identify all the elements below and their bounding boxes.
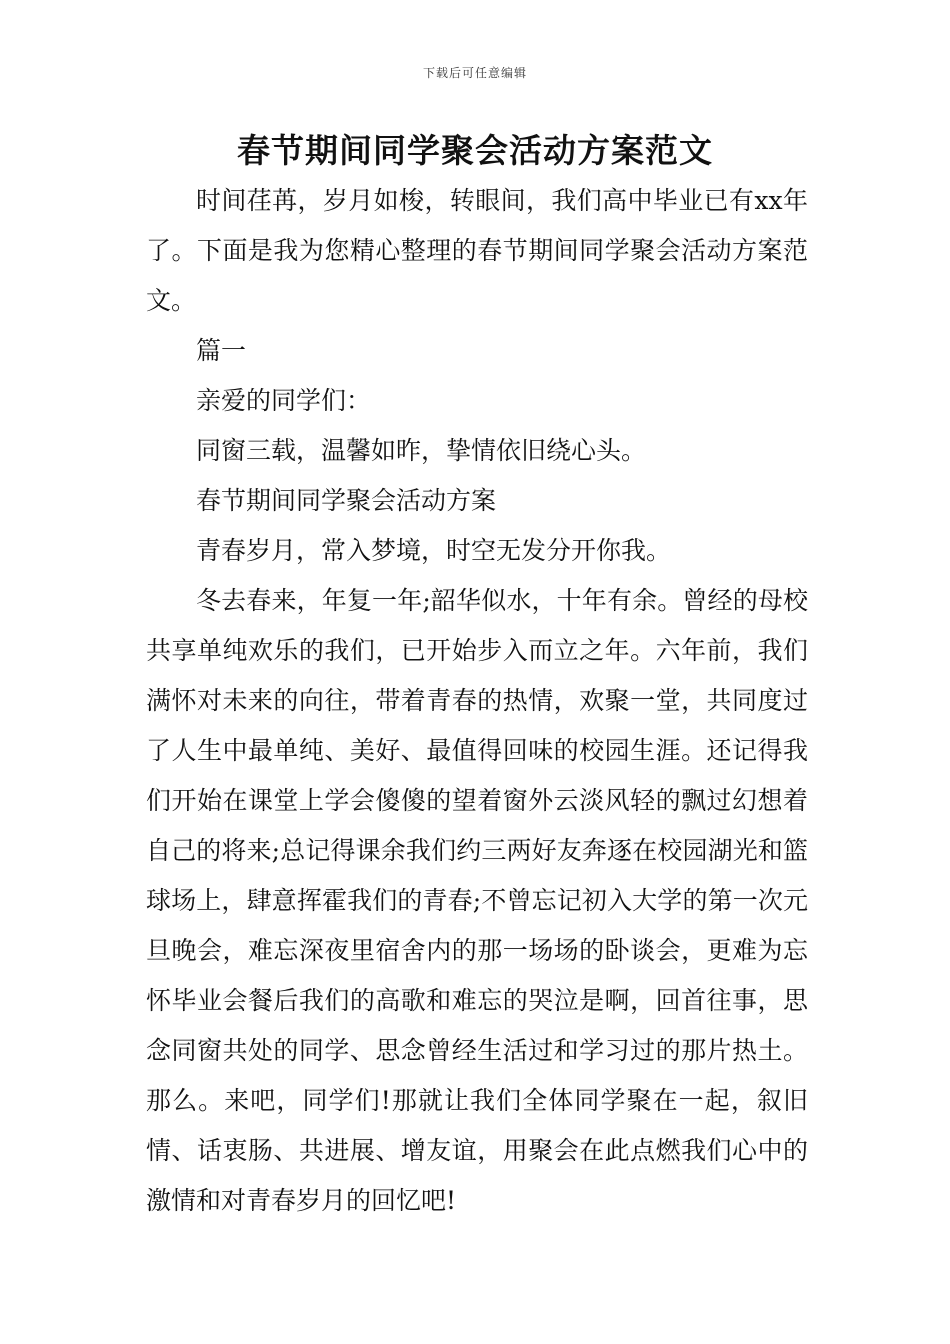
paragraph-line: 同窗三载，温馨如昨，挚情依旧绕心头。 xyxy=(196,436,647,465)
paragraph-intro: 时间荏苒，岁月如梭，转眼间，我们高中毕业已有xx年了。下面是我为您精心整理的春节期间同学聚会活动方案范文。 xyxy=(146,186,808,315)
paragraph-subheading: 春节期间同学聚会活动方案 xyxy=(196,486,497,515)
document-title: 春节期间同学聚会活动方案范文 xyxy=(237,131,713,170)
document-body xyxy=(146,176,808,1226)
paragraph-section-label: 篇一 xyxy=(196,336,247,365)
paragraph-salutation: 亲爱的同学们： xyxy=(196,386,372,415)
paragraph-main: 冬去春来，年复一年;韶华似水，十年有余。曾经的母校共享单纯欢乐的我们，已开始步入而立之年。六年前，我们满怀对未来的向往，带着青春的热情，欢聚一堂，共同度过了人生中最单纯、美好、最值得回味的校园生涯。还记得我们开始在课堂上学会傻傻的望着窗外云淡风轻的飘过幻想着自己的将来;总记得课余我们约三两好友奔逐在校园湖光和篮球场上，肆意挥霍我们的青春;不曾忘记初入大学的第一次元旦晚会，难忘深夜里宿舍内的那一场场的卧谈会，更难为忘怀毕业会餐后我们的高歌和难忘的哭泣是啊，回首往事，思念同窗共处的同学、思念曾经生活过和学习过的那片热土。那么。来吧，同学们!那就让我们全体同学聚在一起，叙旧情、话衷肠、共进展、增友谊，用聚会在此点燃我们心中的激情和对青春岁月的回忆吧! xyxy=(146,586,808,1215)
paragraph-line: 青春岁月，常入梦境，时空无发分开你我。 xyxy=(196,536,672,565)
header-note: 下载后可任意编辑 xyxy=(422,66,527,80)
